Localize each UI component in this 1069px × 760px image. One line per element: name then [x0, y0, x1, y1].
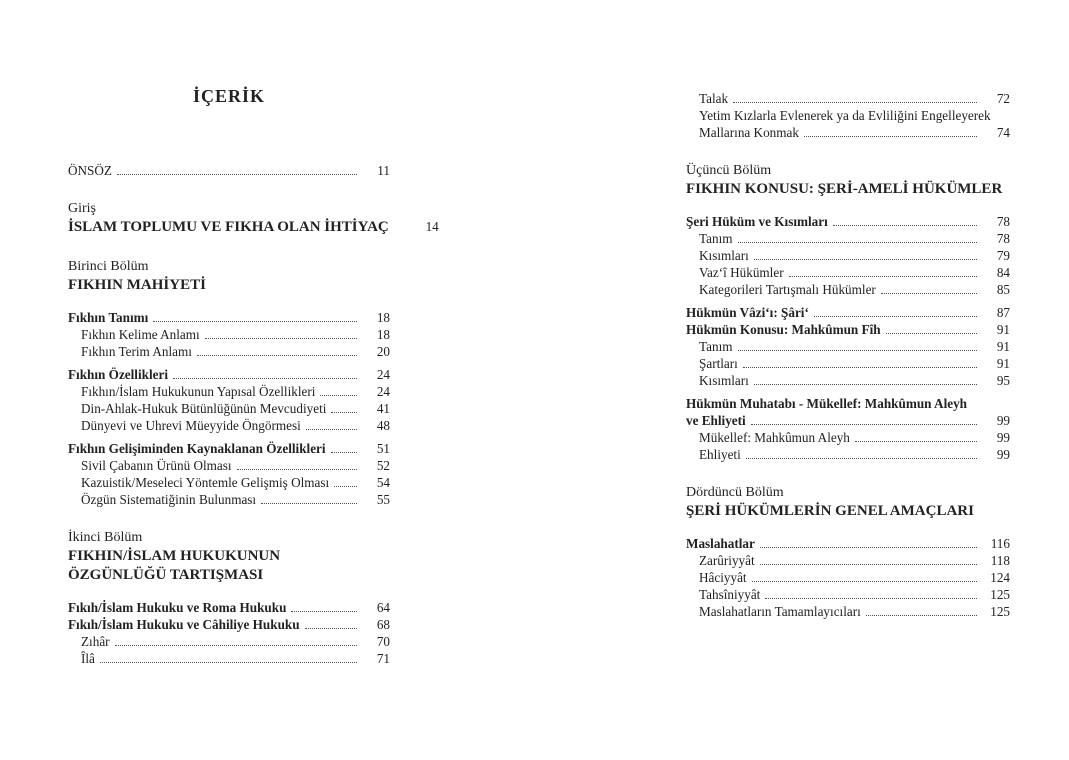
- entry-label: Mükellef: Mahkûmun Aleyh: [699, 430, 850, 445]
- toc-entry: [686, 372, 1010, 389]
- toc-group: [68, 309, 390, 508]
- toc-entry: [686, 321, 1010, 338]
- dot-leader: [743, 366, 977, 368]
- dot-leader: [789, 275, 977, 277]
- toc-entry-row: [699, 124, 1010, 141]
- dot-leader: [751, 423, 977, 425]
- toc-entry: [68, 366, 390, 383]
- entry-label: Zıhâr: [81, 634, 110, 649]
- page-number: 68: [376, 617, 390, 632]
- dot-leader: [331, 451, 357, 453]
- entry-label: Tanım: [699, 339, 733, 354]
- section-supertitle: Giriş: [68, 201, 96, 216]
- entry-label: Maslahatlar: [686, 536, 755, 551]
- entry-label: Kategorileri Tartışmalı Hükümler: [699, 282, 876, 297]
- dot-leader: [881, 292, 977, 294]
- entry-label: Mallarına Konmak: [699, 125, 799, 140]
- entry-label: Îlâ: [81, 651, 95, 666]
- dot-leader: [886, 332, 977, 334]
- page-number: 20: [376, 344, 390, 359]
- entry-label: ÖNSÖZ: [68, 163, 112, 178]
- toc-right-blocks: [686, 90, 1010, 620]
- page-number: 54: [376, 475, 390, 490]
- toc-entry: [68, 326, 390, 343]
- entry-label: Din-Ahlak-Hukuk Bütünlüğünün Mevcudiyeti: [81, 401, 327, 416]
- page-number: 52: [376, 458, 390, 473]
- toc-entry-wrapped: [686, 107, 1010, 141]
- page-number: 91: [996, 322, 1010, 337]
- page-number: 51: [376, 441, 390, 456]
- entry-label: Maslahatların Tamamlayıcıları: [699, 604, 861, 619]
- dot-leader: [866, 614, 977, 616]
- toc-section: [68, 529, 390, 585]
- page-number: 84: [996, 265, 1010, 280]
- section-title: FIKHIN MAHİYETİ: [68, 277, 206, 293]
- toc-entry: [686, 264, 1010, 281]
- entry-label: ve Ehliyeti: [686, 413, 746, 428]
- toc-left-blocks: [68, 162, 439, 667]
- toc-left-page: [68, 86, 439, 667]
- dot-leader: [261, 502, 357, 504]
- toc-entry: [686, 603, 1010, 620]
- page-number: 74: [996, 125, 1010, 140]
- entry-label: Fıkıh/İslam Hukuku ve Câhiliye Hukuku: [68, 617, 300, 632]
- dot-leader: [814, 315, 977, 317]
- dot-leader: [833, 224, 977, 226]
- dot-leader: [765, 597, 977, 599]
- entry-label: Fıkhın Özellikleri: [68, 367, 169, 382]
- section-title: FIKHIN KONUSU: ŞERİ-AMELİ HÜKÜMLER: [686, 181, 1003, 197]
- toc-entry: [68, 440, 390, 457]
- entry-label: Fıkhın Tanımı: [68, 310, 149, 325]
- toc-entry: [686, 429, 1010, 446]
- section-supertitle: Dördüncü Bölüm: [686, 485, 784, 500]
- toc-entry: [68, 383, 390, 400]
- toc-entry: [68, 599, 390, 616]
- dot-leader: [746, 457, 977, 459]
- page-number: 99: [996, 413, 1010, 428]
- dot-leader: [855, 440, 977, 442]
- dot-leader: [752, 580, 977, 582]
- page-number: 79: [996, 248, 1010, 263]
- entry-label: Vaz‘î Hükümler: [699, 265, 784, 280]
- entry-label: Ehliyeti: [699, 447, 741, 462]
- entry-label: Talak: [699, 91, 729, 106]
- page-number: 24: [376, 384, 390, 399]
- toc-entry: [68, 417, 390, 434]
- page-number: 91: [996, 356, 1010, 371]
- entry-label: Dünyevi ve Uhrevi Müeyyide Öngörmesi: [81, 418, 301, 433]
- page-number: 24: [376, 367, 390, 382]
- page-number: 125: [990, 587, 1010, 602]
- entry-label: Fıkıh/İslam Hukuku ve Roma Hukuku: [68, 600, 287, 615]
- toc-entry: [686, 338, 1010, 355]
- toc-section: [686, 162, 1010, 199]
- page-number: 91: [996, 339, 1010, 354]
- page-number: 55: [376, 492, 390, 507]
- toc-entry: [68, 400, 390, 417]
- toc-right-page: [686, 90, 1010, 620]
- dot-leader: [760, 546, 977, 548]
- entry-label: Şeri Hüküm ve Kısımları: [686, 214, 828, 229]
- dot-leader: [394, 230, 406, 231]
- toc-entry: [68, 474, 390, 491]
- toc-entry: [68, 633, 390, 650]
- page-number: 48: [376, 418, 390, 433]
- page-number: 78: [996, 214, 1010, 229]
- toc-entry-wrapped: [686, 395, 1010, 429]
- dot-leader: [115, 644, 357, 646]
- toc-entry: [68, 457, 390, 474]
- dot-leader: [334, 485, 357, 487]
- toc-group: [686, 90, 1010, 141]
- dot-leader: [173, 377, 357, 379]
- dot-leader: [306, 428, 357, 430]
- dot-leader: [305, 627, 357, 629]
- toc-entry: [68, 616, 390, 633]
- dot-leader: [733, 101, 977, 103]
- page-number: 18: [376, 327, 390, 342]
- toc-entry: [686, 213, 1010, 230]
- dot-leader: [804, 135, 977, 137]
- dot-leader: [117, 173, 357, 175]
- toc-section: [68, 200, 439, 237]
- toc-entry: [686, 535, 1010, 552]
- dot-leader: [754, 383, 977, 385]
- entry-label: Kazuistik/Meseleci Yöntemle Gelişmiş Olması: [81, 475, 330, 490]
- dot-leader: [754, 258, 977, 260]
- page-number: 72: [996, 91, 1010, 106]
- dot-leader: [153, 320, 357, 322]
- page-number: 70: [376, 634, 390, 649]
- toc-section: [686, 484, 1010, 521]
- section-title-row: [68, 218, 439, 237]
- section-title: ŞERİ HÜKÜMLERİN GENEL AMAÇLARI: [686, 503, 974, 519]
- toc-entry: [686, 90, 1010, 107]
- toc-entry: [686, 586, 1010, 603]
- page-number: 14: [425, 219, 439, 234]
- toc-entry: [686, 552, 1010, 569]
- toc-title: İÇERİK: [192, 86, 265, 106]
- entry-label-line: Yetim Kızlarla Evlenerek ya da Evliliğini Engelleyerek: [699, 108, 991, 123]
- entry-label: İSLAM TOPLUMU VE FIKHA OLAN İHTİYAÇ: [68, 219, 389, 235]
- toc-entry: [68, 309, 390, 326]
- entry-label: Fıkhın Kelime Anlamı: [81, 327, 200, 342]
- entry-label: Hükmün Vâzi‘ı: Şâri‘: [686, 305, 809, 320]
- toc-entry: [686, 446, 1010, 463]
- dot-leader: [738, 241, 977, 243]
- page-number: 11: [377, 163, 390, 178]
- page-number: 71: [376, 651, 390, 666]
- entry-label: Hâciyyât: [699, 570, 747, 585]
- entry-label: Fıkhın/İslam Hukukunun Yapısal Özellikleri: [81, 384, 316, 399]
- toc-entry: [686, 230, 1010, 247]
- page-number: 116: [990, 536, 1010, 551]
- toc-group: [68, 162, 390, 179]
- page-number: 41: [376, 401, 390, 416]
- dot-leader: [205, 337, 357, 339]
- page-number: 95: [996, 373, 1010, 388]
- entry-label: Kısımları: [699, 373, 749, 388]
- entry-label: Sivil Çabanın Ürünü Olması: [81, 458, 232, 473]
- entry-label: Hükmün Konusu: Mahkûmun Fîh: [686, 322, 881, 337]
- toc-entry: [68, 162, 390, 179]
- dot-leader: [237, 468, 357, 470]
- entry-label: Kısımları: [699, 248, 749, 263]
- dot-leader: [100, 661, 357, 663]
- dot-leader: [320, 394, 357, 396]
- toc-entry: [686, 569, 1010, 586]
- toc-entry: [686, 281, 1010, 298]
- dot-leader: [197, 354, 357, 356]
- toc-entry-row: [686, 412, 1010, 429]
- toc-entry: [68, 343, 390, 360]
- section-supertitle: Üçüncü Bölüm: [686, 163, 772, 178]
- page-number: 99: [996, 430, 1010, 445]
- toc-entry: [686, 247, 1010, 264]
- toc-entry: [68, 491, 390, 508]
- page-number: 124: [990, 570, 1010, 585]
- entry-label: Fıkhın Terim Anlamı: [81, 344, 192, 359]
- page-number: 87: [996, 305, 1010, 320]
- toc-group: [686, 535, 1010, 620]
- toc-entry: [68, 650, 390, 667]
- entry-label: Şartları: [699, 356, 738, 371]
- toc-section: [68, 258, 390, 295]
- page-number: 78: [996, 231, 1010, 246]
- entry-label-line: Hükmün Muhatabı - Mükellef: Mahkûmun Aleyh: [686, 396, 968, 411]
- page-number: 18: [376, 310, 390, 325]
- dot-leader: [738, 349, 977, 351]
- section-supertitle: İkinci Bölüm: [68, 530, 143, 545]
- toc-group: [68, 599, 390, 667]
- dot-leader: [291, 610, 357, 612]
- entry-label: Zarûriyyât: [699, 553, 755, 568]
- entry-label: Tahsîniyyât: [699, 587, 761, 602]
- page-number: 118: [990, 553, 1010, 568]
- page-number: 64: [376, 600, 390, 615]
- section-supertitle: Birinci Bölüm: [68, 259, 149, 274]
- entry-label: Tanım: [699, 231, 733, 246]
- entry-label: Fıkhın Gelişiminden Kaynaklanan Özellikleri: [68, 441, 326, 456]
- toc-entry: [686, 304, 1010, 321]
- page-number: 125: [990, 604, 1010, 619]
- toc-entry: [686, 355, 1010, 372]
- section-title: ÖZGÜNLÜĞÜ TARTIŞMASI: [68, 567, 264, 583]
- dot-leader: [331, 411, 357, 413]
- dot-leader: [760, 563, 977, 565]
- entry-label: Özgün Sistematiğinin Bulunması: [81, 492, 257, 507]
- section-title: FIKHIN/İSLAM HUKUKUNUN: [68, 548, 281, 564]
- page-number: 85: [996, 282, 1010, 297]
- page-number: 99: [996, 447, 1010, 462]
- toc-group: [686, 213, 1010, 463]
